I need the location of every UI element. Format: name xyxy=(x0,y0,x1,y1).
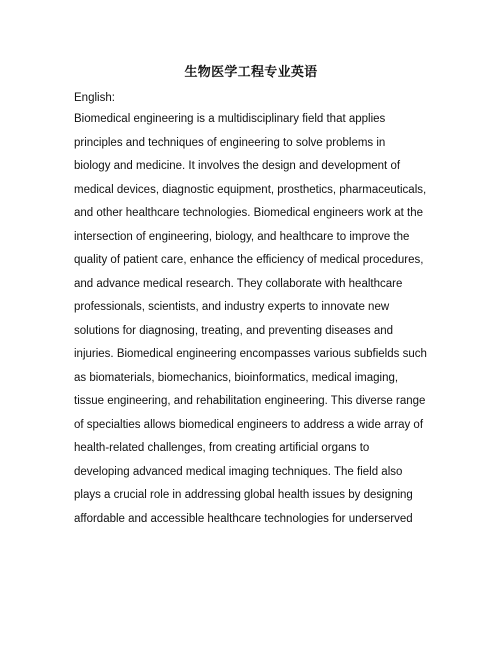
text-line: quality of patient care, enhance the efficiency of medical procedures, xyxy=(74,254,424,266)
text-line: intersection of engineering, biology, and healthcare to improve the xyxy=(74,230,410,243)
text-line: and advance medical research. They collaborate with healthcare xyxy=(74,277,403,290)
section-label: English: xyxy=(74,92,115,104)
text-line: of specialties allows biomedical engineers to address a wide array of xyxy=(74,418,424,431)
text-line: tissue engineering, and rehabilitation engineering. This diverse range xyxy=(74,395,426,407)
text-line: injuries. Biomedical engineering encompasses various subfields such xyxy=(74,348,427,360)
text-line: Biomedical engineering is a multidisciplinary field that applies xyxy=(74,113,386,125)
text-line: health-related challenges, from creating artificial organs to xyxy=(74,442,370,454)
text-line: solutions for diagnosing, treating, and preventing diseases and xyxy=(74,324,394,337)
text-line: medical devices, diagnostic equipment, prosthetics, pharmaceuticals, xyxy=(74,183,427,196)
text-line: affordable and accessible healthcare technologies for underserved xyxy=(74,512,413,525)
text-line: as biomaterials, biomechanics, bioinformatics, medical imaging, xyxy=(74,371,399,384)
page-title: 生物医学工程专业英语 xyxy=(184,65,318,80)
text-line: principles and techniques of engineering to solve problems in xyxy=(74,136,386,149)
text-line: developing advanced medical imaging techniques. The field also xyxy=(74,465,403,478)
body-text xyxy=(74,108,474,531)
text-line: biology and medicine. It involves the design and development of xyxy=(74,160,401,172)
text-line: plays a crucial role in addressing global health issues by designing xyxy=(74,489,413,501)
text-line: professionals, scientists, and industry experts to innovate new xyxy=(74,301,390,313)
text-line: and other healthcare technologies. Biomedical engineers work at the xyxy=(74,207,424,219)
